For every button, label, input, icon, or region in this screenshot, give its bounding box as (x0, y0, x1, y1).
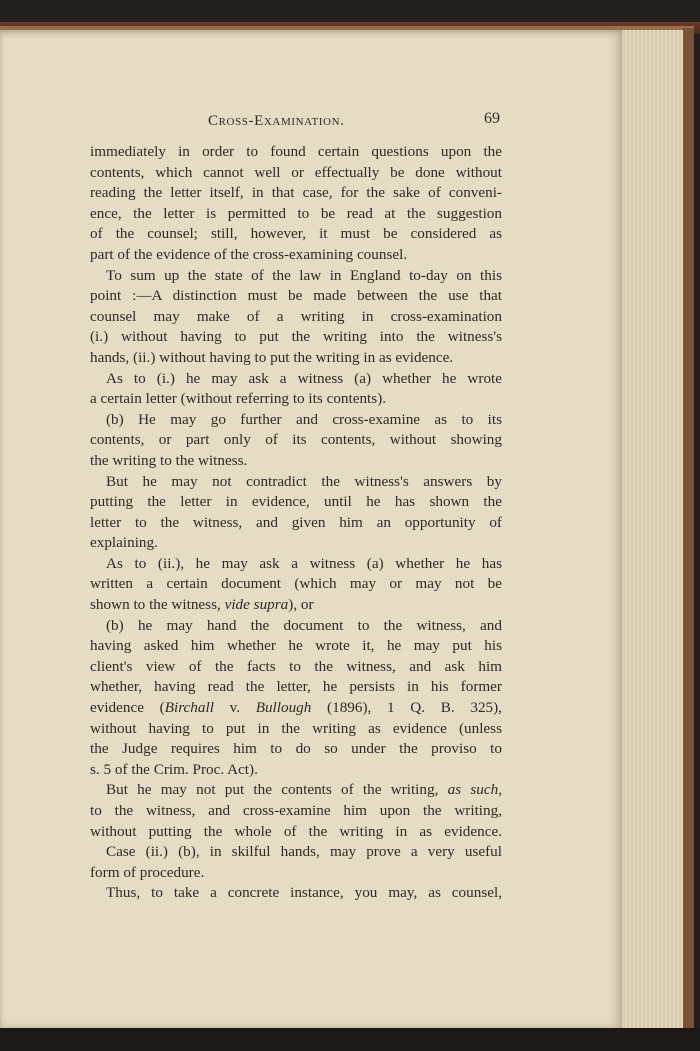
text-line: client's view of the facts to the witness, and ask him (90, 657, 502, 675)
body-text (90, 142, 502, 904)
text-line: without having to put in the writing as evidence (unless (90, 719, 502, 737)
text-line: s. 5 of the Crim. Proc. Act). (90, 760, 258, 778)
text-line: contents, which cannot well or effectually be done without (90, 163, 502, 181)
case-name: Bullough (255, 699, 312, 717)
text-line: written a certain document (which may or may not be (90, 575, 502, 593)
text-line: (b) he may hand the document to the witness, and (106, 616, 502, 634)
cover-right-edge (682, 28, 694, 1030)
text-line: evidence (Birchall v. Bullough (1896), 1 Q. B. 325), (90, 699, 502, 717)
bottom-shadow (0, 1028, 700, 1051)
text-line: counsel may make of a writing in cross-examination (90, 307, 502, 325)
text-line: reading the letter itself, in that case, for the sake of conveni- (90, 184, 502, 202)
text-line: without putting the whole of the writing in as evidence. (90, 822, 502, 840)
text-line: the Judge requires him to do so under the proviso to (90, 740, 502, 758)
text-line: a certain letter (without referring to its contents). (90, 390, 387, 408)
text-line: shown to the witness, vide supra), or (90, 596, 314, 614)
text-line: form of procedure. (90, 863, 205, 881)
text-line: the writing to the witness. (90, 451, 248, 469)
text-line: part of the evidence of the cross-examining counsel. (90, 245, 408, 263)
text-line: immediately in order to found certain questions upon the (90, 143, 502, 160)
page-edges (620, 30, 683, 1028)
text-line: (i.) without having to put the writing into the witness's (90, 328, 502, 346)
running-head-title: Cross-Examination. (208, 113, 345, 129)
text-line: But he may not put the contents of the writing, as such, (106, 781, 502, 799)
text-line: putting the letter in evidence, until he has shown the (90, 493, 502, 511)
text-line: of the counsel; still, however, it must be considered as (90, 225, 502, 243)
text-line: point :—A distinction must be made between the use that (90, 287, 502, 305)
text-line: Case (ii.) (b), in skilful hands, may prove a very useful (106, 843, 502, 861)
text-line: explaining. (90, 534, 158, 552)
text-line: to the witness, and cross-examine him upon the writing, (90, 802, 502, 819)
text-line: whether, having read the letter, he persists in his former (90, 678, 502, 696)
text-line: contents, or part only of its contents, without showing (90, 431, 502, 449)
text-line: But he may not contradict the witness's answers by (106, 472, 502, 490)
text-line: letter to the witness, and given him an opportunity of (90, 513, 502, 531)
running-head (90, 110, 502, 136)
text-line: hands, (ii.) without having to put the writing in as evidence. (90, 348, 454, 366)
text-line: To sum up the state of the law in England to-day on this (106, 266, 502, 284)
text-line: As to (i.) he may ask a witness (a) whether he wrote (106, 369, 502, 387)
text-line: having asked him whether he wrote it, he may put his (90, 637, 502, 655)
text-line: As to (ii.), he may ask a witness (a) whether he has (106, 554, 502, 572)
page-number: 69 (484, 110, 500, 127)
text-line: Thus, to take a concrete instance, you may, as counsel, (106, 884, 502, 902)
text-line: (b) He may go further and cross-examine as to its (106, 410, 502, 428)
case-name: Birchall (164, 699, 214, 717)
text-line: ence, the letter is permitted to be read at the suggestion (90, 204, 502, 222)
